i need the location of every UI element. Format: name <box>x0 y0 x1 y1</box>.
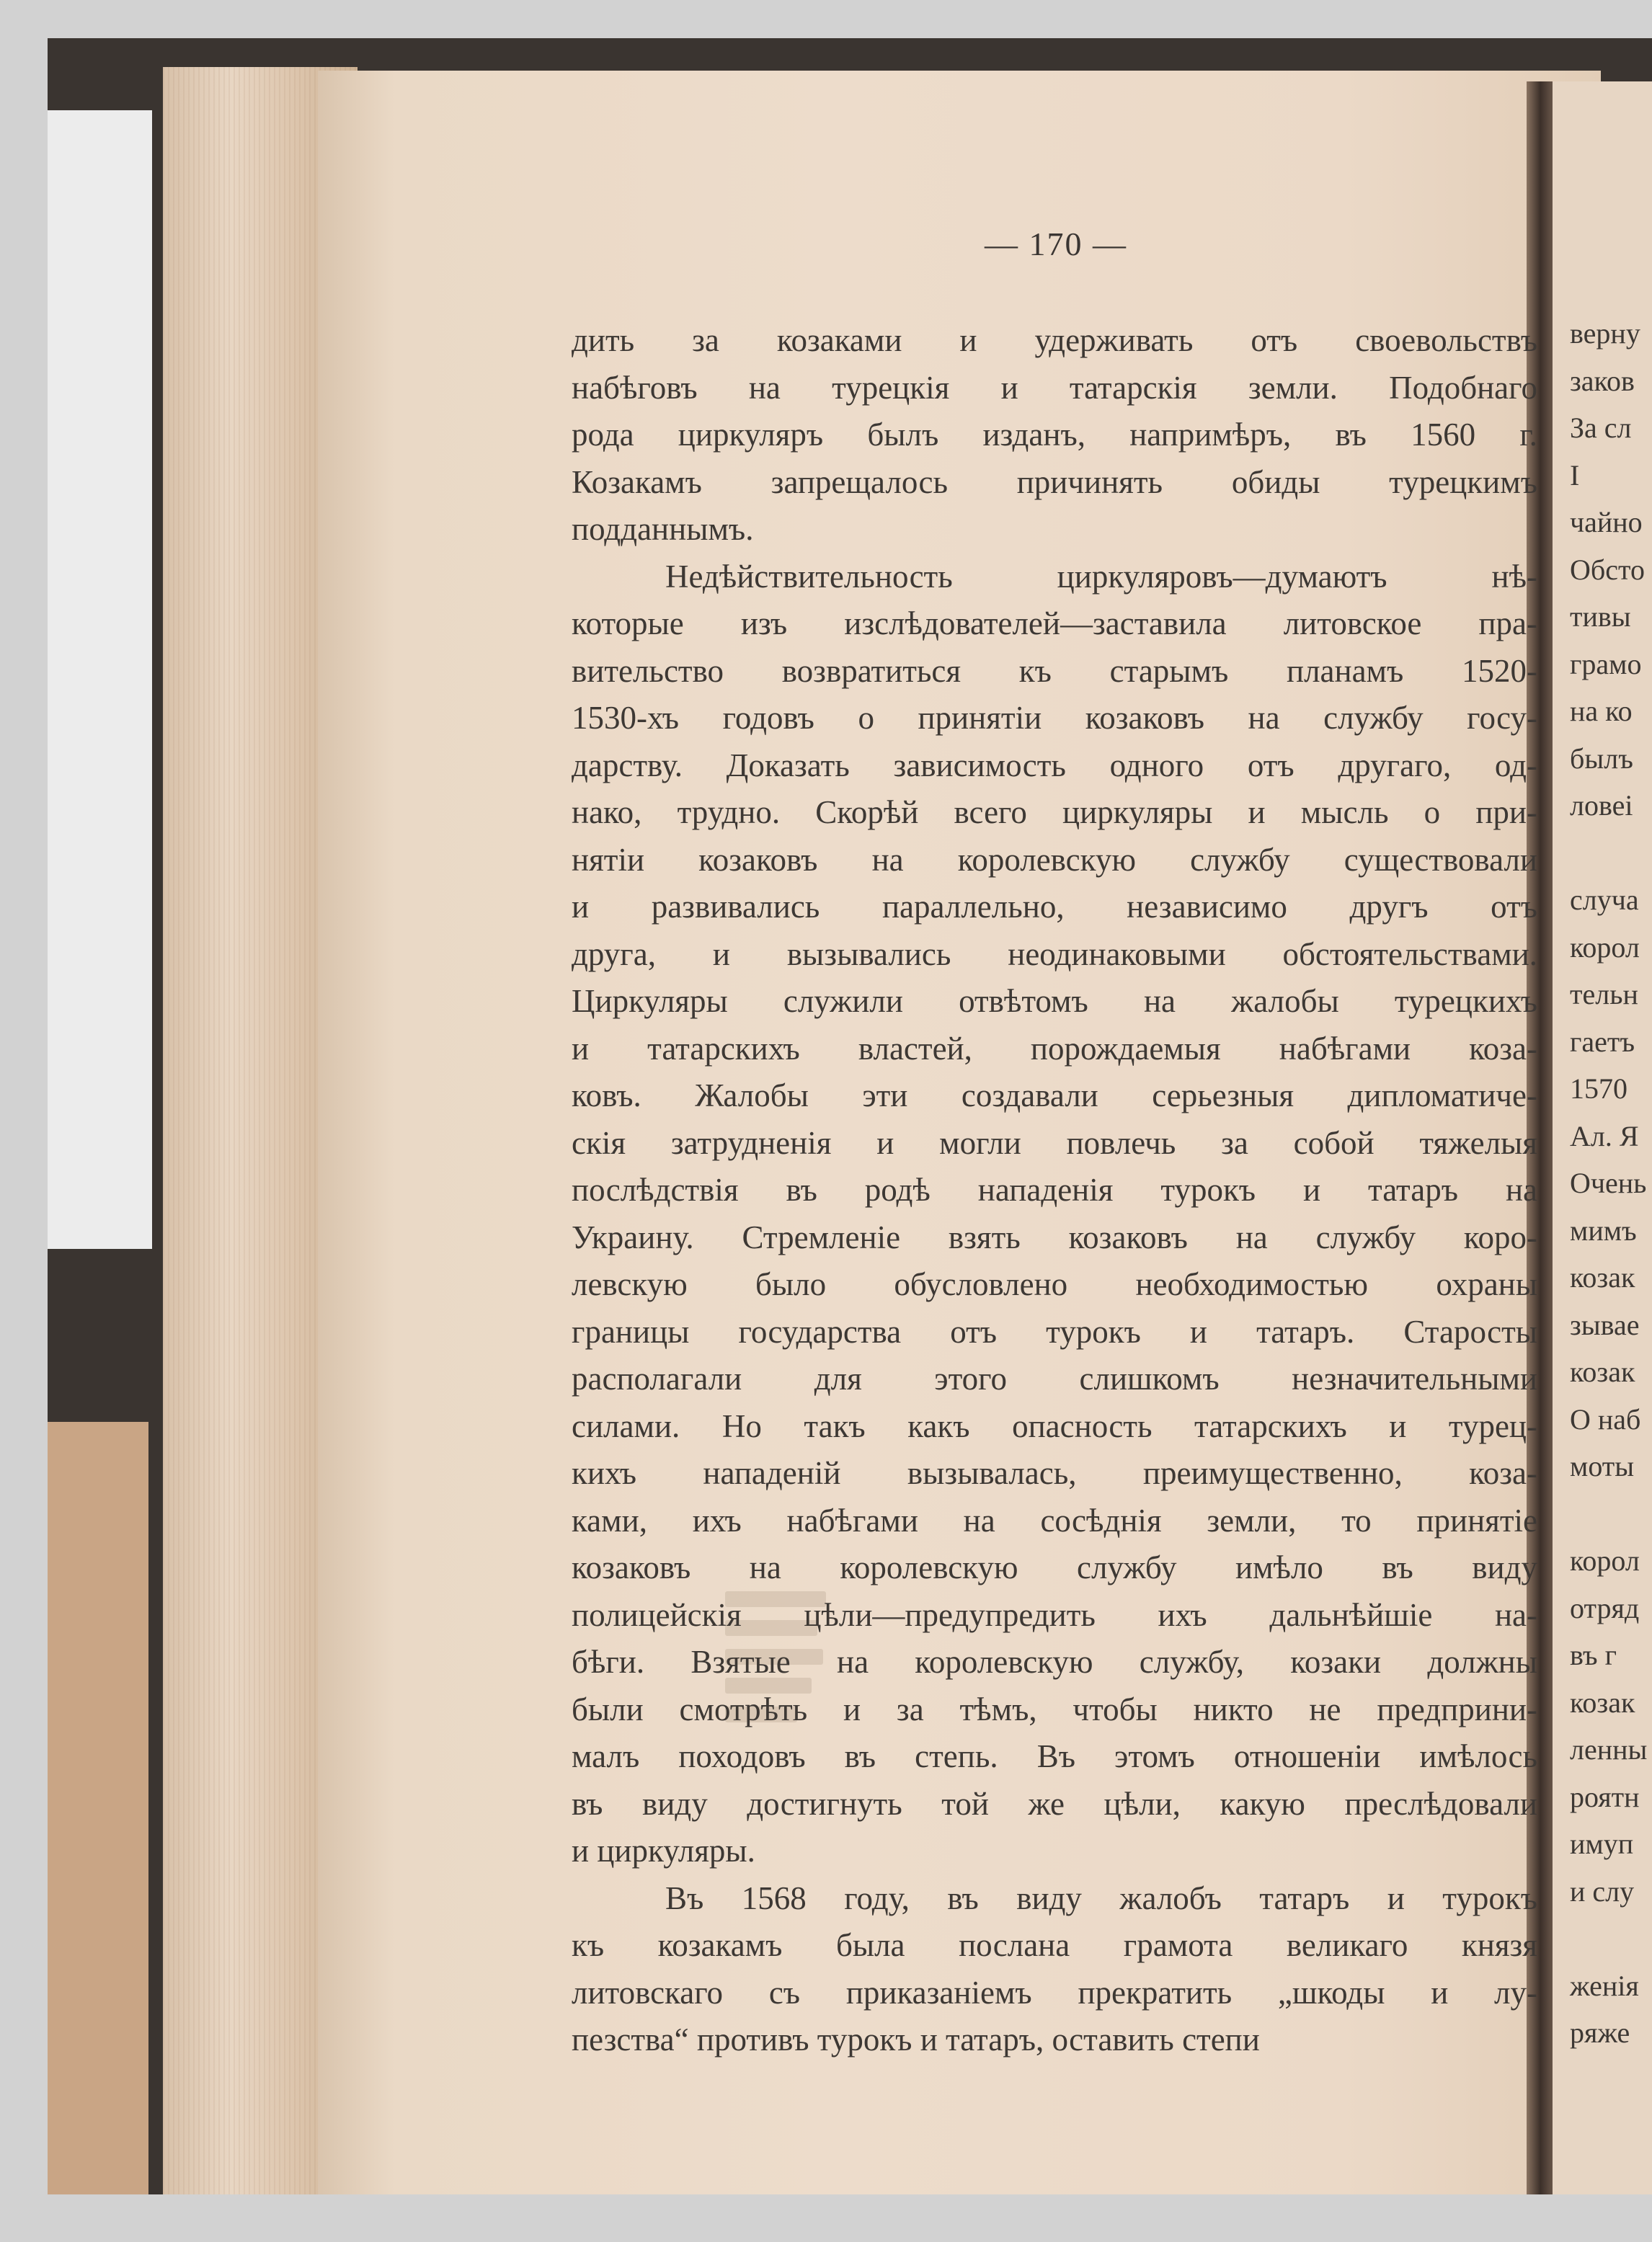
right-page-fragment: въ г <box>1570 1639 1617 1671</box>
right-page-fragment: женія <box>1570 1969 1639 2002</box>
text-line: ковъ. Жалобы эти создавали серьезныя дипломатиче- <box>572 1077 1537 1113</box>
background-white-sliver <box>48 110 152 1249</box>
right-page-fragment: верну <box>1570 317 1640 350</box>
right-page-fragment: заков <box>1570 364 1635 397</box>
text-line: ками, ихъ набѣгами на сосѣднія земли, то принятіе <box>572 1502 1537 1539</box>
text-line: полицейскія цѣли—предупредить ихъ дальнѣйшіе на- <box>572 1596 1537 1633</box>
text-line: литовскаго съ приказаніемъ прекратить „шкоды и лу- <box>572 1974 1537 2011</box>
right-page-fragment: зывае <box>1570 1308 1640 1341</box>
right-page-fragment <box>1570 1490 1647 1538</box>
text-line: къ козакамъ была послана грамота великаго князя <box>572 1927 1537 1963</box>
right-page-fragment: роятн <box>1570 1780 1640 1813</box>
page-number: — 170 — <box>985 226 1127 262</box>
text-line: и циркуляры. <box>572 1833 755 1869</box>
text-line: силами. Но такъ какъ опасность татарскихъ и турец- <box>572 1407 1537 1444</box>
text-line: Циркуляры служили отвѣтомъ на жалобы турецкихъ <box>572 983 1537 1019</box>
right-page-fragment: козак <box>1570 1356 1635 1388</box>
text-line: подданнымъ. <box>572 511 754 547</box>
text-line: Украину. Стремленіе взять козаковъ на службу коро- <box>572 1219 1537 1255</box>
text-line: послѣдствія въ родѣ нападенія турокъ и татаръ на <box>572 1172 1537 1208</box>
text-line: 1530-хъ годовъ о принятіи козаковъ на службу госу- <box>572 700 1537 736</box>
text-line: располагали для этого слишкомъ незначительными <box>572 1361 1537 1397</box>
right-page-fragment: гаетъ <box>1570 1025 1635 1058</box>
right-page-fragment <box>1570 829 1647 877</box>
text-line: левскую было обусловлено необходимостью охраны <box>572 1266 1537 1302</box>
text-line: друга, и вызывались неодинаковыми обстоятельствами. <box>572 935 1537 972</box>
right-page-fragment: имуп <box>1570 1828 1634 1860</box>
right-page-fragment: грамо <box>1570 647 1642 680</box>
right-page-fragment: О наб <box>1570 1402 1641 1436</box>
text-line: козаковъ на королевскую службу имѣло въ виду <box>572 1549 1537 1585</box>
text-line: нако, трудно. Скорѣй всего циркуляры и мысль о при- <box>572 794 1537 830</box>
right-page-text-fragments <box>1570 310 1647 2057</box>
right-page-fragment: корол <box>1570 930 1640 964</box>
right-page-fragment: и слу <box>1570 1874 1635 1908</box>
right-page-fragment: отряд <box>1570 1591 1640 1624</box>
background-tan-sliver <box>48 1422 148 2194</box>
text-line: дить за козаками и удерживать отъ своевольствъ <box>572 322 1537 358</box>
right-page-fragment: ряже <box>1570 2016 1630 2049</box>
right-page-fragment: Ал. Я <box>1570 1119 1639 1152</box>
right-page-fragment: на ко <box>1570 695 1633 727</box>
right-page-fragment: случа <box>1570 884 1639 916</box>
right-page-fragment: былъ <box>1570 742 1633 775</box>
text-line: рода циркуляръ былъ изданъ, напримѣръ, въ 1560 г. <box>572 417 1537 453</box>
right-page-fragment: тельн <box>1570 978 1638 1010</box>
text-line: въ виду достигнуть той же цѣли, какую преслѣдовали <box>572 1785 1537 1822</box>
text-line: набѣговъ на турецкія и татарскія земли. Подобнаго <box>572 369 1537 406</box>
right-page-fragment <box>1570 1915 1647 1962</box>
main-text-block <box>572 317 1537 2064</box>
right-page-fragment: I <box>1570 458 1580 491</box>
text-line: скія затрудненія и могли повлечь за собой тяжелыя <box>572 1124 1537 1161</box>
text-line: пезства“ противъ турокъ и татаръ, оставить степи <box>572 2021 1260 2058</box>
right-page-fragment: чайно <box>1570 506 1643 538</box>
right-page-fragment: 1570 <box>1570 1072 1627 1105</box>
right-page-fragment: мимъ <box>1570 1214 1637 1247</box>
text-line: которые изъ изслѣдователей—заставила литовское пра- <box>572 605 1537 641</box>
right-page-fragment: ленны <box>1570 1733 1648 1766</box>
right-page-fragment: козак <box>1570 1261 1635 1294</box>
right-page-fragment: ловеі <box>1570 789 1633 822</box>
text-line: дарству. Доказать зависимость одного отъ другаго, од- <box>572 747 1537 783</box>
right-page-fragment: тивы <box>1570 600 1631 633</box>
text-line: и татарскихъ властей, порождаемыя набѣгами коза- <box>572 1030 1537 1067</box>
text-line: и развивались параллельно, независимо другъ отъ <box>572 889 1537 925</box>
right-page-fragment: Обсто <box>1570 553 1645 586</box>
text-line: Козакамъ запрещалось причинять обиды турецкимъ <box>572 463 1537 500</box>
right-page-fragment: моты <box>1570 1450 1635 1482</box>
text-line: малъ походовъ въ степь. Въ этомъ отношеніи имѣлось <box>572 1738 1537 1774</box>
text-line: нятіи козаковъ на королевскую службу существовали <box>572 841 1537 878</box>
text-line: бѣги. Взятые на королевскую службу, козаки должны <box>572 1644 1537 1680</box>
text-line: границы государства отъ турокъ и татаръ. Старосты <box>572 1313 1537 1350</box>
right-page-fragment: корол <box>1570 1544 1640 1577</box>
text-line: кихъ нападеній вызывалась, преимущественно, коза- <box>572 1455 1537 1491</box>
text-line: были смотрѣть и за тѣмъ, чтобы никто не предприни- <box>572 1691 1537 1727</box>
right-page-fragment: Очень <box>1570 1167 1647 1199</box>
right-page-fragment: За сл <box>1570 412 1632 444</box>
text-line: Недѣйствительность циркуляровъ—думаютъ нѣ- <box>665 558 1537 595</box>
right-page-fragment: козак <box>1570 1686 1635 1719</box>
text-line: вительство возвратиться къ старымъ планамъ 1520- <box>572 652 1537 689</box>
text-line: Въ 1568 году, въ виду жалобъ татаръ и турокъ <box>665 1880 1537 1916</box>
